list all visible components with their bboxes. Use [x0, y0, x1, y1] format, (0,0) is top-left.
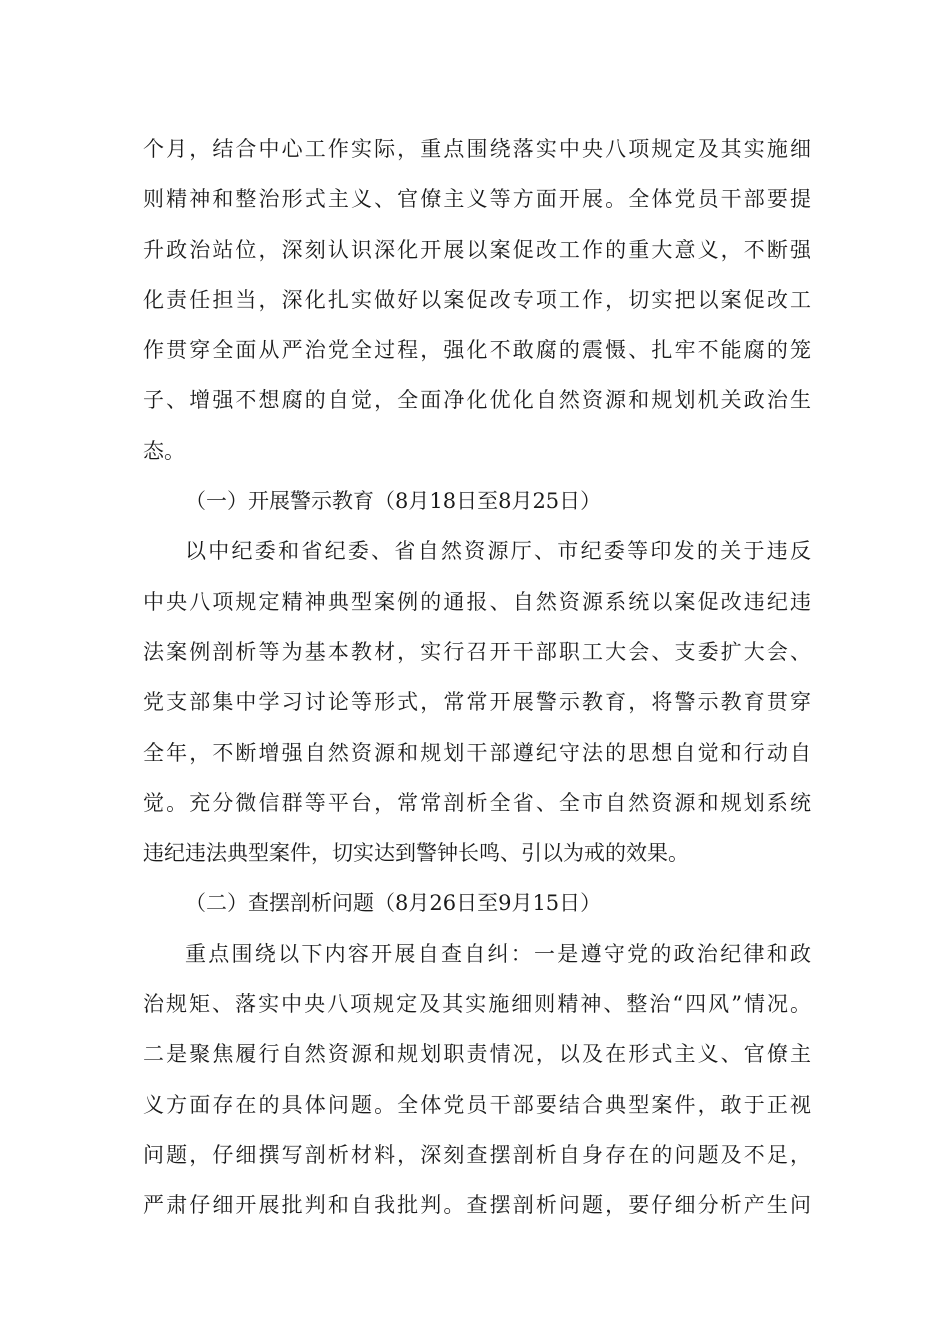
text-line: 态。 [143, 438, 185, 463]
text-line: 义方面存在的具体问题。全体党员干部要结合典型案件，敢于正视 [143, 1092, 811, 1117]
text-line: 违纪违法典型案件，切实达到警钟长鸣、引以为戒的效果。 [143, 841, 689, 866]
text-line: 作贯穿全面从严治党全过程，强化不敢腐的震慑、扎牢不能腐的笼 [143, 338, 811, 363]
text-line: 子、增强不想腐的自觉，全面净化优化自然资源和规划机关政治生 [143, 388, 811, 413]
text-line: 中央八项规定精神典型案例的通报、自然资源系统以案促改违纪违 [143, 589, 811, 614]
text-line: 化责任担当，深化扎实做好以案促改专项工作，切实把以案促改工 [143, 287, 811, 312]
text-line: 升政治站位，深刻认识深化开展以案促改工作的重大意义，不断强 [143, 237, 811, 262]
text-line: 觉。充分微信群等平台，常常剖析全省、全市自然资源和规划系统 [143, 790, 811, 815]
text-line: 党支部集中学习讨论等形式，常常开展警示教育，将警示教育贯穿 [143, 690, 811, 715]
text-line: 重点围绕以下内容开展自查自纠：一是遵守党的政治纪律和政 [185, 941, 811, 966]
text-line: （一）开展警示教育（8月18日至8月25日） [185, 489, 602, 514]
text-line: 则精神和整治形式主义、官僚主义等方面开展。全体党员干部要提 [143, 187, 811, 212]
text-line: 二是聚焦履行自然资源和规划职责情况，以及在形式主义、官僚主 [143, 1042, 811, 1067]
text-line: 全年，不断增强自然资源和规划干部遵纪守法的思想自觉和行动自 [143, 740, 811, 765]
text-line: 法案例剖析等为基本教材，实行召开干部职工大会、支委扩大会、 [143, 639, 811, 664]
text-line: 严肃仔细开展批判和自我批判。查摆剖析问题，要仔细分析产生问 [143, 1193, 811, 1218]
text-line: 治规矩、落实中央八项规定及其实施细则精神、整治“四风”情况。 [143, 992, 811, 1017]
text-line: 个月，结合中心工作实际，重点围绕落实中央八项规定及其实施细 [143, 137, 811, 161]
text-line: （二）查摆剖析问题（8月26日至9月15日） [185, 891, 602, 916]
text-line: 问题，仔细撰写剖析材料，深刻查摆剖析自身存在的问题及不足， [143, 1142, 811, 1167]
body-text [143, 124, 811, 1231]
text-line: 以中纪委和省纪委、省自然资源厅、市纪委等印发的关于违反 [185, 539, 811, 564]
